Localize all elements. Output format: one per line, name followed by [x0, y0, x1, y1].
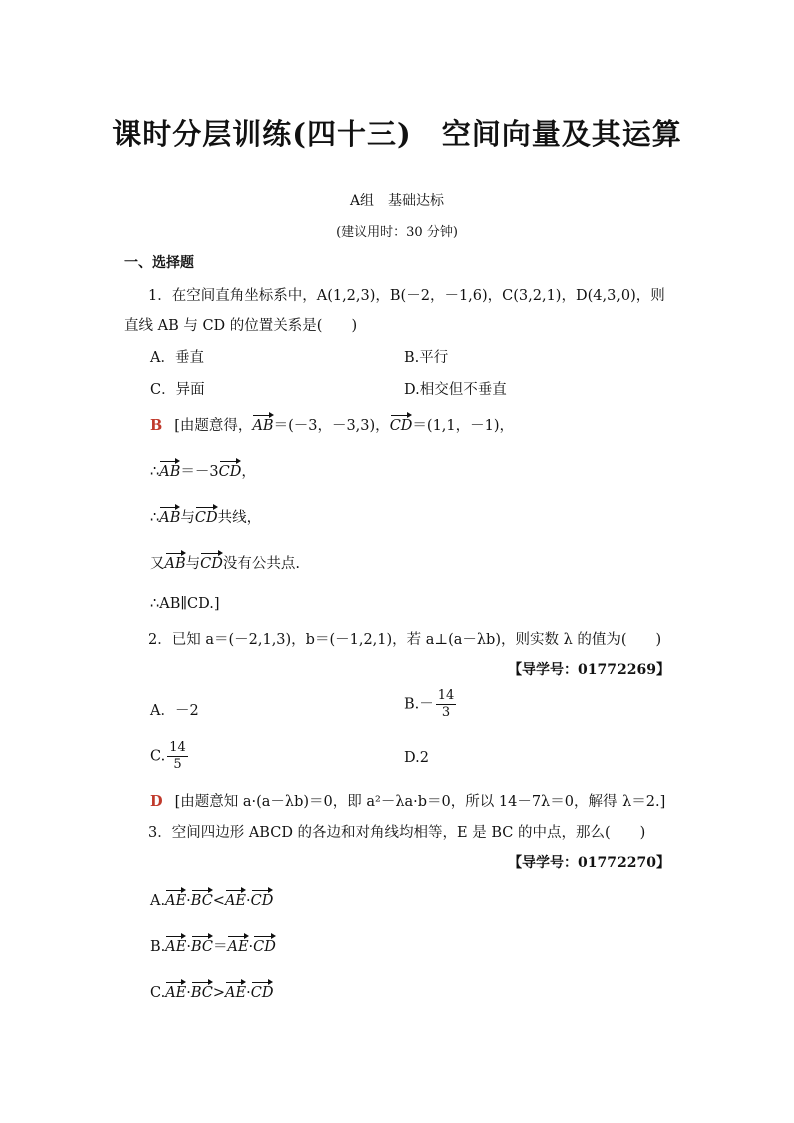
vector-cd: CD	[200, 553, 223, 572]
q1-option-b: B.平行	[404, 350, 449, 366]
q3-option-a: A.AE·BC<AE·CD	[150, 890, 273, 909]
q1-solution-line4: 又AB与CD没有公共点.	[150, 552, 300, 573]
q1-stem-line2: 直线 AB 与 CD 的位置关系是( )	[124, 318, 358, 334]
title-right: 空间向量及其运算	[441, 117, 682, 151]
vector-ae: AE	[227, 936, 248, 955]
section-heading: 一、选择题	[124, 255, 194, 271]
q2-stem: 2．已知 a＝(－2,1,3)，b＝(－1,2,1)，若 a⊥(a－λb)，则实数 λ 的值为( )	[148, 632, 662, 648]
vector-cd: CD	[390, 415, 413, 434]
fraction: $\frac{14}{5}$	[169, 740, 186, 772]
vector-ae: AE	[225, 890, 246, 909]
q1-solution-line3: ∴AB与CD共线，	[150, 506, 261, 527]
q1-solution-line2: ∴AB＝－3CD，	[150, 460, 256, 481]
q2-solution: D [由题意知 a·(a－λb)＝0，即 a²－λa·b＝0，所以 14－7λ＝0，解得 λ＝2.]	[150, 793, 666, 810]
vector-ab: AB	[165, 553, 186, 572]
vector-ab: AB	[252, 415, 273, 434]
q2-reference-number: 【导学号：01772269】	[508, 662, 670, 678]
q2-option-d: D.2	[404, 750, 429, 766]
vector-ae: AE	[165, 936, 186, 955]
q2-answer-letter: D	[150, 793, 163, 810]
q3-stem: 3．空间四边形 ABCD 的各边和对角线均相等，E 是 BC 的中点，那么( )	[148, 825, 646, 841]
q1-stem-line1: 1．在空间直角坐标系中，A(1,2,3)，B(－2，－1,6)，C(3,2,1)，D(4,3,0)，则	[148, 288, 665, 304]
title-left: 课时分层训练(四十三)	[112, 117, 412, 151]
q2-option-a: A．－2	[150, 703, 199, 719]
vector-ab: AB	[159, 461, 180, 480]
q3-reference-number: 【导学号：01772270】	[508, 855, 670, 871]
q1-solution-line1: B [由题意得，AB＝(－3，－3,3)，CD＝(1,1，－1)，	[150, 417, 515, 434]
group-label: A组 基础达标	[349, 193, 445, 209]
q1-option-a: A．垂直	[150, 350, 204, 366]
q2-option-b: B.－ $\frac{14}{3}$	[404, 688, 455, 720]
vector-bc: BC	[191, 982, 213, 1001]
vector-ae: AE	[225, 982, 246, 1001]
fraction: $\frac{14}{3}$	[437, 688, 455, 720]
q1-option-d: D.相交但不垂直	[404, 382, 507, 398]
vector-cd: CD	[251, 890, 274, 909]
q3-option-b: B.AE·BC＝AE·CD	[150, 935, 276, 956]
vector-ab: AB	[159, 507, 180, 526]
q1-option-c: C．异面	[150, 382, 205, 398]
vector-cd: CD	[253, 936, 276, 955]
page-title	[0, 112, 794, 153]
time-hint: (建议用时：30 分钟)	[336, 225, 458, 240]
vector-cd: CD	[195, 507, 218, 526]
vector-bc: BC	[191, 890, 213, 909]
vector-ae: AE	[165, 982, 186, 1001]
q3-option-c: C.AE·BC>AE·CD	[150, 982, 273, 1001]
q1-solution-line5: ∴AB∥CD.]	[150, 596, 220, 612]
q2-option-c: C. $\frac{14}{5}$	[150, 740, 186, 772]
vector-bc: BC	[191, 936, 213, 955]
vector-ae: AE	[165, 890, 186, 909]
vector-cd: CD	[219, 461, 242, 480]
vector-cd: CD	[251, 982, 274, 1001]
q1-answer-letter: B	[150, 417, 163, 434]
